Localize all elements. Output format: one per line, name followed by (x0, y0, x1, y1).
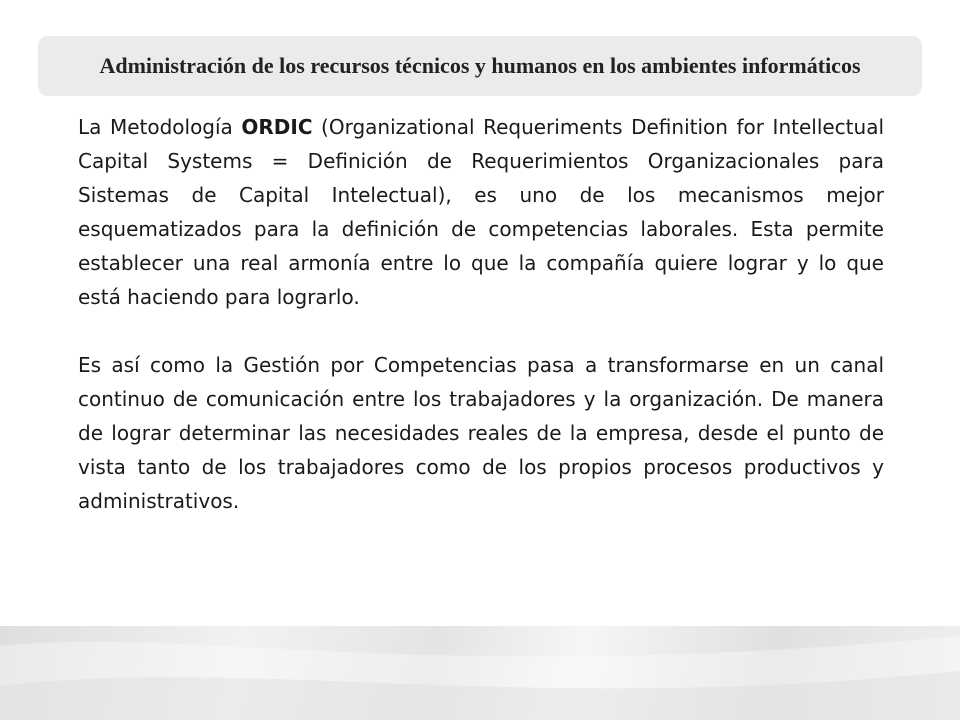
footer-decoration (0, 626, 960, 720)
slide-title: Administración de los recursos técnicos y humanos en los ambientes informáticos (99, 53, 861, 78)
title-banner (38, 36, 922, 96)
slide-body (78, 110, 884, 518)
paragraph-ordic-after: (Organizational Requeriments Definition for Intellectual Capital Systems = Definición de Requerimientos Organizacionales para Sistemas de Capital Intelectual), es uno de los mecanismos mejor esquematizados para la definición de competencias laborales. Esta permite establecer una real armonía entre lo que la compañía quiere lograr y lo que está haciendo para lograrlo. (78, 115, 885, 309)
footer-wave-graphic (0, 626, 960, 720)
paragraph-ordic (78, 110, 884, 314)
paragraph-ordic-before: La Metodología (78, 115, 242, 139)
ordic-bold-term: ORDIC (241, 115, 313, 139)
paragraph-gestion: Es así como la Gestión por Competencias pasa a transformarse en un canal continuo de comunicación entre los trabajadores y la organización. De manera de lograr determinar las necesidades reales de la empresa, desde el punto de vista tanto de los trabajadores como de los propios procesos productivos y administrativos. (78, 353, 884, 513)
